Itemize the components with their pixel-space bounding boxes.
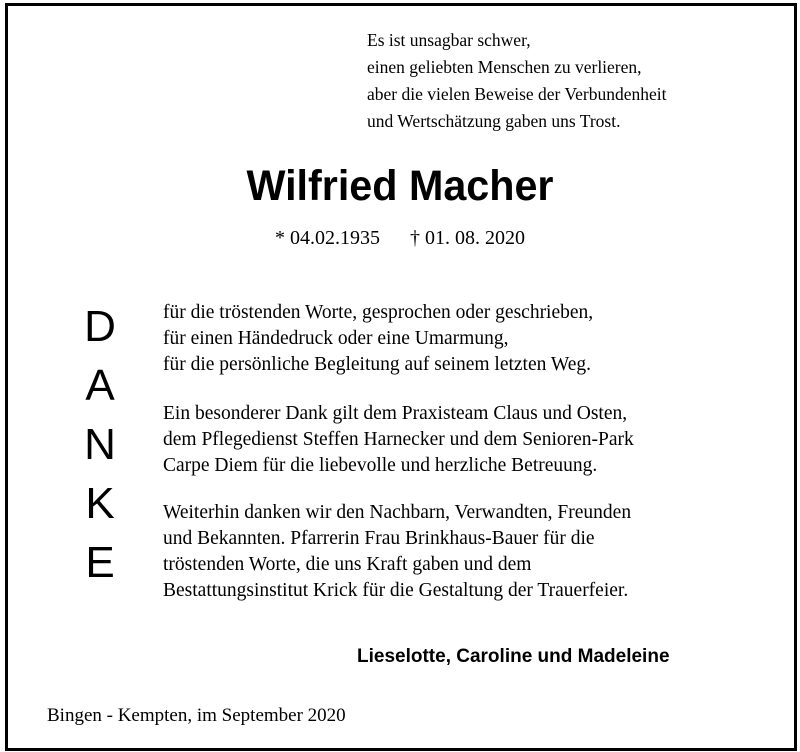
quote-line: und Wertschätzung gaben uns Trost. (367, 111, 621, 131)
paragraph-line: für einen Händedruck oder eine Umarmung, (163, 328, 509, 349)
paragraph-line: Carpe Diem für die liebevolle und herzliche Betreuung. (163, 455, 598, 476)
death-date: † 01. 08. 2020 (410, 227, 525, 249)
paragraph-line: tröstenden Worte, die uns Kraft gaben und dem (163, 554, 532, 575)
place-and-date: Bingen - Kempten, im September 2020 (47, 705, 346, 726)
paragraph-line: dem Pflegedienst Steffen Harnecker und dem Senioren-Park (163, 429, 634, 450)
danke-letter: E (85, 538, 115, 587)
thanks-paragraph-2 (163, 401, 634, 479)
deceased-name: Wilfried Macher (246, 162, 554, 210)
paragraph-line: für die persönliche Begleitung auf seinem letzten Weg. (163, 354, 592, 375)
quote-line: Es ist unsagbar schwer, (367, 30, 531, 50)
danke-letter: K (85, 479, 115, 528)
opening-quote (367, 27, 667, 135)
family-signature: Lieselotte, Caroline und Madeleine (357, 646, 670, 667)
birth-date: * 04.02.1935 (275, 227, 380, 249)
quote-line: einen geliebten Menschen zu verlieren, (367, 57, 642, 77)
danke-letter: A (85, 361, 115, 410)
paragraph-line: Weiterhin danken wir den Nachbarn, Verwandten, Freunden (163, 502, 632, 523)
danke-letter: N (84, 420, 116, 469)
thanks-paragraph-3 (163, 500, 631, 604)
paragraph-line: für die tröstenden Worte, gesprochen oder geschrieben, (163, 302, 594, 323)
danke-vertical-word (80, 297, 120, 592)
life-dates (0, 224, 800, 252)
danke-letter: D (84, 302, 116, 351)
paragraph-line: Ein besonderer Dank gilt dem Praxisteam Claus und Osten, (163, 403, 628, 424)
thanks-paragraph-1 (163, 300, 593, 378)
paragraph-line: und Bekannten. Pfarrerin Frau Brinkhaus-Bauer für die (163, 528, 595, 549)
quote-line: aber die vielen Beweise der Verbundenheit (367, 84, 667, 104)
paragraph-line: Bestattungsinstitut Krick für die Gestaltung der Trauerfeier. (163, 580, 629, 601)
